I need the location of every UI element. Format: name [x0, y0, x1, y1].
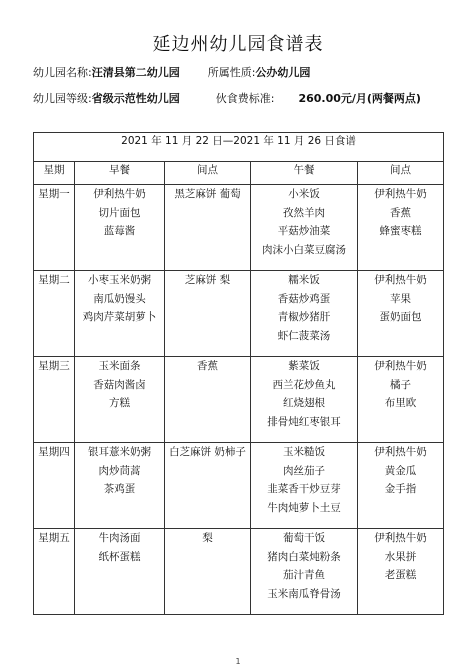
menu-item: 猪肉白菜炖粉条: [267, 550, 341, 563]
header-breakfast: 早餐: [75, 162, 165, 185]
breakfast-cell: [75, 357, 165, 443]
snack-1-cell: [165, 271, 251, 357]
lunch-cell: [251, 529, 358, 615]
menu-item: 香菇肉酱卤: [93, 378, 146, 391]
table-row: [34, 529, 444, 615]
lunch-cell: [251, 271, 358, 357]
menu-item: 玉米南瓜脊骨汤: [267, 587, 341, 600]
grade-label: 幼儿园等级:: [33, 92, 92, 105]
snack-2-cell: [358, 185, 444, 271]
fee-value: 260.00元/月(两餐两点): [298, 92, 421, 105]
menu-item: 蛋奶面包: [379, 311, 422, 323]
period-row: [34, 133, 444, 162]
table-row: [34, 271, 444, 357]
snack-1-cell: [165, 443, 251, 529]
menu-item: 金手指: [384, 483, 417, 495]
grade-value: 省级示范性幼儿园: [91, 92, 180, 105]
kindergarten-name-value: 汪清县第二幼儿园: [91, 66, 180, 79]
breakfast-cell: [75, 529, 165, 615]
breakfast-cell: [75, 185, 165, 271]
menu-item: 苹果: [390, 292, 412, 305]
menu-item: 伊利热牛奶: [374, 446, 427, 458]
table-row: [34, 185, 444, 271]
menu-item: 白芝麻饼 奶柿子: [169, 446, 246, 458]
nature-label: 所属性质:: [207, 66, 256, 79]
menu-item: 红烧翅根: [283, 397, 325, 409]
period-cell: 2021 年 11 月 22 日—2021 年 11 月 26 日食谱: [34, 133, 444, 162]
lunch-cell: [251, 443, 358, 529]
menu-item: 鸡肉芹菜胡萝卜: [82, 311, 157, 323]
weekday-cell: [34, 357, 75, 443]
header-lunch: 午餐: [251, 162, 358, 185]
menu-item: 方糕: [109, 397, 130, 409]
header-weekday: 星期: [34, 162, 75, 185]
menu-item: 芝麻饼 梨: [184, 274, 231, 286]
menu-item: 香菇炒鸡蛋: [277, 292, 331, 305]
menu-item: 纸杯蛋糕: [98, 550, 141, 563]
menu-item: 切片面包: [98, 206, 141, 219]
menu-item: 南瓜奶馒头: [93, 292, 146, 305]
menu-item: 西兰花炒鱼丸: [272, 378, 336, 391]
weekday-cell: [34, 271, 75, 357]
menu-item: 肉炒茼蒿: [98, 464, 141, 477]
snack-1-cell: [165, 185, 251, 271]
weekday-label: 星期二: [38, 274, 70, 286]
menu-item: 牛肉炖萝卜土豆: [267, 501, 341, 514]
weekday-label: 星期四: [38, 446, 70, 458]
info-line-2: [33, 90, 421, 106]
menu-item: 糯米饭: [288, 274, 320, 286]
menu-item: 橘子: [390, 378, 412, 391]
snack-2-cell: [358, 271, 444, 357]
menu-item: 香蕉: [197, 360, 218, 372]
table-row: [34, 443, 444, 529]
menu-item: 肉丝茄子: [283, 464, 325, 477]
menu-item: 排骨炖红枣银耳: [267, 415, 341, 428]
menu-item: 黄金瓜: [384, 464, 417, 477]
menu-item: 银耳薏米奶粥: [88, 446, 151, 458]
header-snack-1: 间点: [165, 162, 251, 185]
menu-item: 布里欧: [384, 397, 417, 409]
nature-value: 公办幼儿园: [255, 66, 311, 79]
menu-item: 小米饭: [288, 188, 320, 200]
menu-item: 梨: [202, 532, 213, 544]
menu-item: 肉沫小白菜豆腐汤: [262, 243, 346, 256]
menu-item: 牛肉汤面: [98, 532, 141, 544]
snack-2-cell: [358, 357, 444, 443]
header-snack-2: 间点: [358, 162, 444, 185]
weekday-cell: [34, 185, 75, 271]
menu-item: 蜂蜜枣糕: [379, 225, 422, 237]
table-row: [34, 357, 444, 443]
snack-1-cell: [165, 529, 251, 615]
info-line-1: [33, 64, 310, 80]
breakfast-cell: [75, 443, 165, 529]
weekday-label: 星期三: [38, 360, 70, 372]
menu-item: 水果拼: [384, 550, 417, 563]
menu-item: 香蕉: [390, 206, 412, 219]
page-title: 延边州幼儿园食谱表: [152, 34, 324, 55]
kindergarten-name-label: 幼儿园名称:: [33, 66, 92, 79]
lunch-cell: [251, 185, 358, 271]
menu-item: 玉米糙饭: [283, 446, 325, 458]
breakfast-cell: [75, 271, 165, 357]
menu-item: 茄汁青鱼: [283, 569, 325, 581]
menu-item: 葡萄干饭: [283, 532, 325, 544]
snack-1-cell: [165, 357, 251, 443]
menu-item: 韭菜香干炒豆芽: [267, 483, 341, 495]
menu-item: 玉米面条: [98, 360, 141, 372]
menu-item: 伊利热牛奶: [93, 188, 146, 200]
menu-item: 茶鸡蛋: [103, 483, 136, 495]
menu-item: 孜然羊肉: [283, 206, 325, 219]
menu-item: 平菇炒油菜: [277, 225, 331, 237]
weekday-cell: [34, 443, 75, 529]
menu-item: 伊利热牛奶: [374, 360, 427, 372]
menu-item: 老蛋糕: [384, 569, 417, 581]
menu-item: 虾仁菠菜汤: [277, 329, 331, 342]
menu-item: 伊利热牛奶: [374, 188, 427, 200]
menu-item: 小枣玉米奶粥: [88, 274, 151, 286]
menu-item: 黑芝麻饼 葡萄: [174, 188, 241, 200]
weekday-label: 星期一: [38, 188, 70, 200]
page-number: 1: [235, 657, 241, 666]
fee-label: 伙食费标准:: [215, 92, 275, 105]
snack-2-cell: [358, 529, 444, 615]
snack-2-cell: [358, 443, 444, 529]
menu-item: 伊利热牛奶: [374, 532, 427, 544]
menu-item: 伊利热牛奶: [374, 274, 427, 286]
weekday-label: 星期五: [38, 532, 70, 544]
weekday-cell: [34, 529, 75, 615]
menu-table: [33, 132, 444, 615]
menu-item: 蓝莓酱: [103, 225, 136, 237]
menu-item: 紫菜饭: [288, 360, 320, 372]
header-row: [34, 162, 444, 185]
lunch-cell: [251, 357, 358, 443]
menu-item: 青椒炒猪肝: [277, 311, 331, 323]
